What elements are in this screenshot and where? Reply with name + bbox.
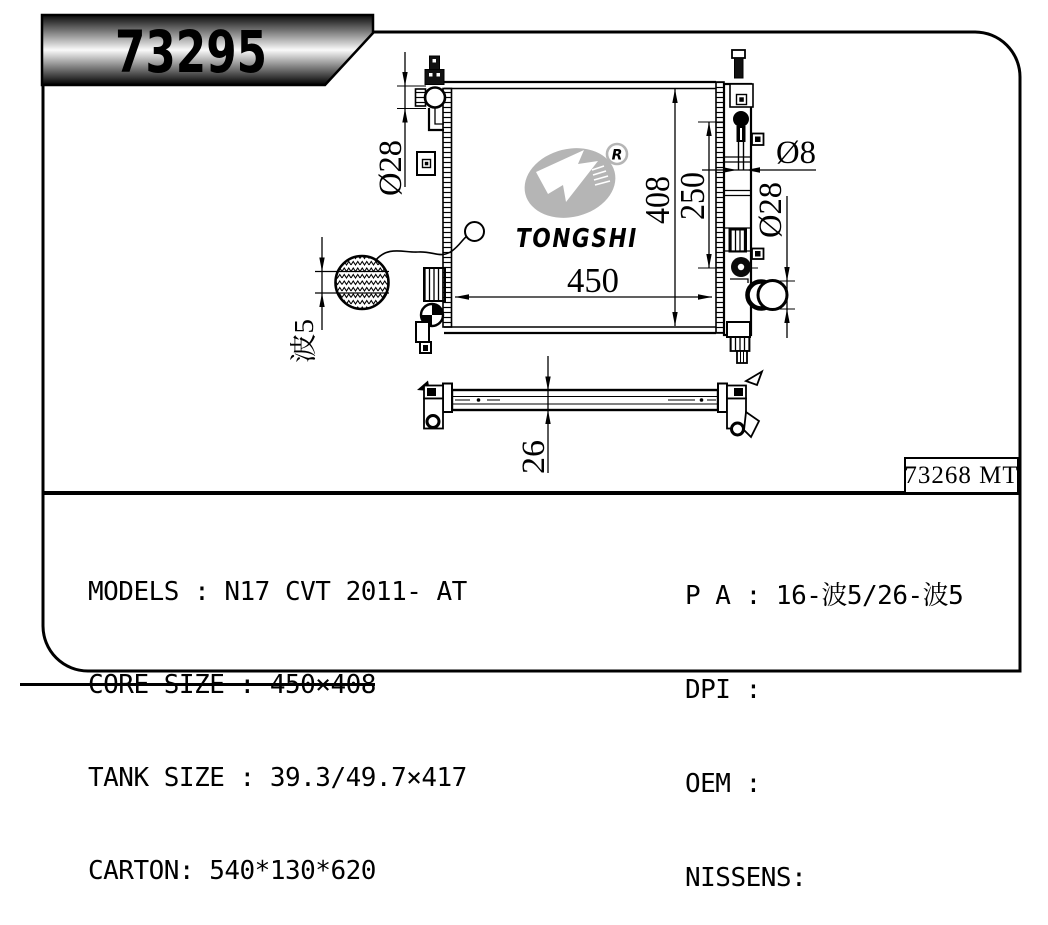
dim-core-height-label: 408 xyxy=(638,171,677,224)
spec-nissens: NISSENS: xyxy=(685,863,807,893)
top-view-left-bracket xyxy=(417,381,452,429)
dim-core-thickness-label: 26 xyxy=(516,441,552,474)
watermark-logo xyxy=(516,139,638,254)
right-core-edge xyxy=(716,82,724,333)
dim-core-width-label: 450 xyxy=(567,261,619,300)
spec-left-column xyxy=(88,516,467,918)
dim-pipe-spacing-label: 250 xyxy=(673,167,712,220)
spec-right-column xyxy=(685,519,963,925)
fin-detail xyxy=(289,222,484,363)
spec-tank-size: TANK SIZE : 39.3/49.7×417 xyxy=(88,763,467,793)
top-view-right-bracket xyxy=(718,372,762,438)
dim-core-width xyxy=(455,261,712,300)
dim-fin-pitch-label: 波5 xyxy=(289,322,319,363)
spec-oem: OEM : xyxy=(685,769,761,799)
drawing-number-stamp xyxy=(904,458,1018,493)
detail-source-circle xyxy=(465,222,484,241)
dim-oil-pipe-diameter-label: Ø8 xyxy=(776,135,816,171)
spec-pa: P A : 16-波5/26-波5 xyxy=(685,581,964,611)
oil-cooler-pipe xyxy=(734,112,749,127)
inlet-pipe xyxy=(425,88,445,108)
detail-leader-line xyxy=(375,236,467,261)
dim-inlet-diameter-label: Ø28 xyxy=(373,139,409,196)
radiator-top-view xyxy=(417,372,762,438)
dim-outlet-diameter xyxy=(753,182,795,338)
left-tank-fittings xyxy=(416,56,446,353)
dim-core-thickness xyxy=(516,356,552,474)
spec-models: MODELS : N17 CVT 2011- AT xyxy=(88,577,467,607)
logo-wordmark: TONGSHI xyxy=(516,224,638,254)
spec-carton: CARTON: 540*130*620 xyxy=(88,856,376,886)
fin-detail-circle xyxy=(336,256,389,309)
registered-letter: R xyxy=(611,147,623,164)
lower-connector xyxy=(424,268,445,301)
part-number-banner xyxy=(42,15,373,86)
spec-dpi: DPI : xyxy=(685,675,761,705)
drawing-number: 73268 MT xyxy=(904,462,1019,489)
dim-core-height xyxy=(638,89,678,326)
part-number: 73295 xyxy=(115,18,267,86)
spec-core-size: CORE SIZE : 450×408 xyxy=(88,670,376,700)
dim-outlet-diameter-label: Ø28 xyxy=(753,181,789,238)
